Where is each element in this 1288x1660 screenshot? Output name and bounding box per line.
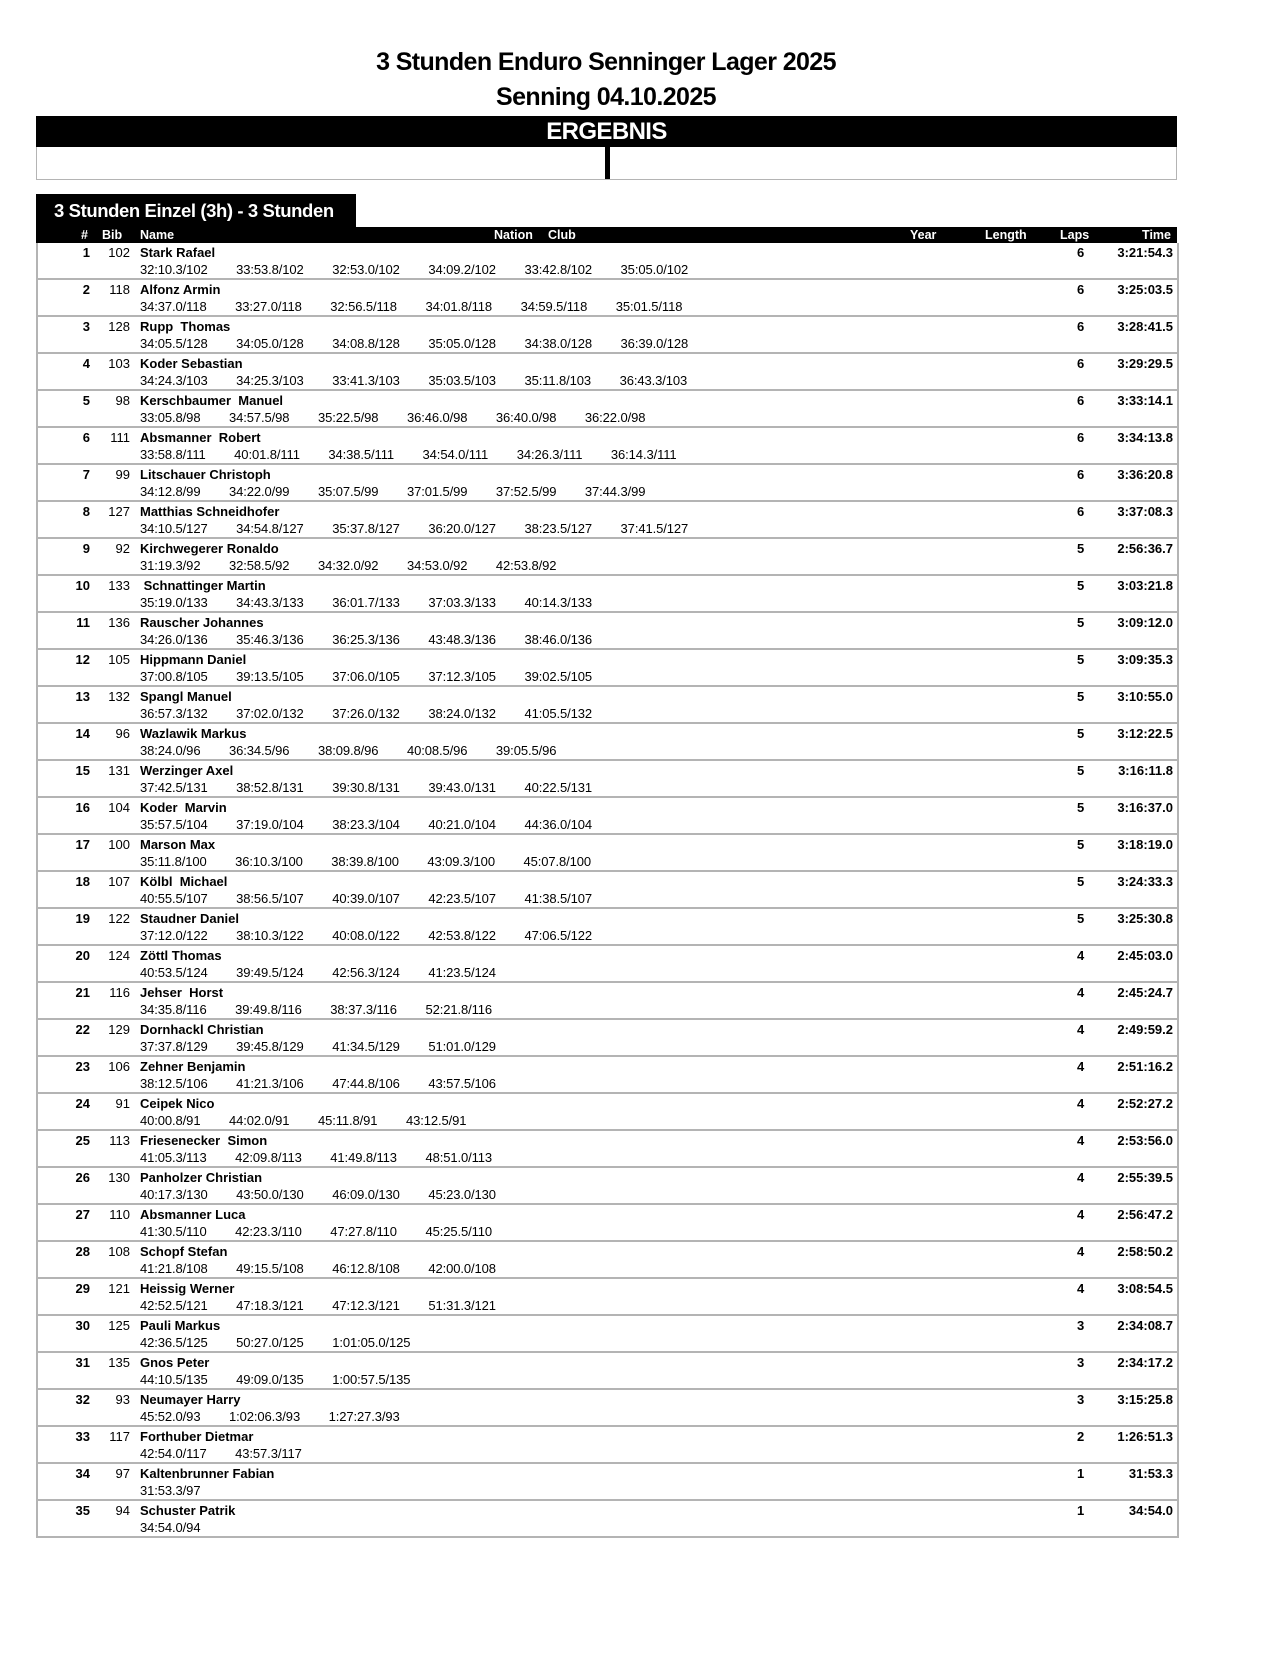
- result-banner: ERGEBNIS: [36, 116, 1177, 147]
- table-row: [38, 428, 1177, 465]
- time-cell: 3:28:41.5: [1117, 319, 1173, 334]
- time-cell: 3:25:30.8: [1117, 911, 1173, 926]
- time-cell: 2:53:56.0: [1117, 1133, 1173, 1148]
- laps-cell: 5: [1077, 615, 1085, 630]
- time-cell: 3:21:54.3: [1117, 245, 1173, 260]
- bib-cell: 117: [109, 1429, 130, 1444]
- lap-splits: 31:19.3/92 32:58.5/92 34:32.0/92 34:53.0/92 42:53.8/92: [140, 558, 557, 573]
- laps-cell: 1: [1077, 1503, 1085, 1518]
- time-cell: 3:36:20.8: [1117, 467, 1173, 482]
- rank-cell: 3: [82, 319, 90, 334]
- rank-cell: 30: [75, 1318, 90, 1333]
- rank-cell: 18: [75, 874, 90, 889]
- rank-cell: 2: [82, 282, 90, 297]
- rank-cell: 10: [75, 578, 90, 593]
- table-row: [38, 650, 1177, 687]
- time-cell: 3:03:21.8: [1117, 578, 1173, 593]
- bib-cell: 116: [109, 985, 130, 1000]
- bib-cell: 98: [115, 393, 130, 408]
- document-title: 3 Stunden Enduro Senninger Lager 2025: [376, 48, 836, 76]
- name-cell: Schuster Patrik: [140, 1503, 236, 1518]
- lap-splits: 34:26.0/136 35:46.3/136 36:25.3/136 43:48.3/136 38:46.0/136: [140, 632, 593, 647]
- laps-cell: 5: [1077, 763, 1085, 778]
- table-row: [38, 1020, 1177, 1057]
- lap-splits: 38:12.5/106 41:21.3/106 47:44.8/106 43:57.5/106: [140, 1076, 496, 1091]
- document-subtitle: Senning 04.10.2025: [496, 83, 716, 111]
- name-cell: Werzinger Axel: [140, 763, 234, 778]
- name-cell: Wazlawik Markus: [140, 726, 247, 741]
- lap-splits: 34:24.3/103 34:25.3/103 33:41.3/103 35:03.5/103 35:11.8/103 36:43.3/103: [140, 373, 688, 388]
- name-cell: Pauli Markus: [140, 1318, 221, 1333]
- name-cell: Neumayer Harry: [140, 1392, 241, 1407]
- lap-splits: 40:53.5/124 39:49.5/124 42:56.3/124 41:23.5/124: [140, 965, 496, 980]
- name-cell: Heissig Werner: [140, 1281, 235, 1296]
- bib-cell: 136: [108, 615, 130, 630]
- table-row: [38, 1279, 1177, 1316]
- name-cell: Dornhackl Christian: [140, 1022, 264, 1037]
- name-cell: Spangl Manuel: [140, 689, 232, 704]
- table-row: [38, 1168, 1177, 1205]
- name-cell: Kölbl Michael: [140, 874, 228, 889]
- table-row: [38, 1464, 1177, 1501]
- lap-splits: 40:00.8/91 44:02.0/91 45:11.8/91 43:12.5/91: [140, 1113, 467, 1128]
- info-divider: [605, 147, 610, 179]
- bib-cell: 133: [108, 578, 130, 593]
- table-row: [38, 391, 1177, 428]
- name-cell: Schnattinger Martin: [140, 578, 266, 593]
- bib-cell: 97: [115, 1466, 130, 1481]
- time-cell: 2:56:36.7: [1117, 541, 1173, 556]
- table-row: [38, 761, 1177, 798]
- header-name: Name: [140, 228, 175, 242]
- laps-cell: 6: [1077, 245, 1085, 260]
- rank-cell: 25: [75, 1133, 90, 1148]
- lap-splits: 34:54.0/94: [140, 1520, 201, 1535]
- rank-cell: 23: [75, 1059, 90, 1074]
- bib-cell: 100: [108, 837, 130, 852]
- lap-splits: 40:17.3/130 43:50.0/130 46:09.0/130 45:23.0/130: [140, 1187, 496, 1202]
- lap-splits: 42:54.0/117 43:57.3/117: [140, 1446, 302, 1461]
- name-cell: Matthias Schneidhofer: [140, 504, 280, 519]
- time-cell: 3:16:11.8: [1118, 763, 1173, 778]
- table-row: [38, 317, 1177, 354]
- name-cell: Hippmann Daniel: [140, 652, 247, 667]
- rank-cell: 26: [75, 1170, 90, 1185]
- name-cell: Absmanner Luca: [140, 1207, 246, 1222]
- name-cell: Kaltenbrunner Fabian: [140, 1466, 275, 1481]
- name-cell: Rauscher Johannes: [140, 615, 264, 630]
- laps-cell: 6: [1077, 319, 1085, 334]
- lap-splits: 33:58.8/111 40:01.8/111 34:38.5/111 34:54.0/111 34:26.3/111 36:14.3/111: [140, 447, 677, 462]
- table-row: [38, 1242, 1177, 1279]
- time-cell: 1:26:51.3: [1117, 1429, 1173, 1444]
- name-cell: Ceipek Nico: [140, 1096, 215, 1111]
- name-cell: Kerschbaumer Manuel: [140, 393, 284, 408]
- laps-cell: 3: [1077, 1355, 1085, 1370]
- laps-cell: 1: [1077, 1466, 1085, 1481]
- lap-splits: 32:10.3/102 33:53.8/102 32:53.0/102 34:09.2/102 33:42.8/102 35:05.0/102: [140, 262, 689, 277]
- bib-cell: 127: [108, 504, 130, 519]
- rank-cell: 14: [75, 726, 90, 741]
- table-row: [38, 1131, 1177, 1168]
- lap-splits: 34:05.5/128 34:05.0/128 34:08.8/128 35:05.0/128 34:38.0/128 36:39.0/128: [140, 336, 689, 351]
- name-cell: Jehser Horst: [140, 985, 224, 1000]
- time-cell: 3:29:29.5: [1117, 356, 1173, 371]
- lap-splits: 35:57.5/104 37:19.0/104 38:23.3/104 40:21.0/104 44:36.0/104: [140, 817, 593, 832]
- bib-cell: 122: [108, 911, 130, 926]
- lap-splits: 37:42.5/131 38:52.8/131 39:30.8/131 39:43.0/131 40:22.5/131: [140, 780, 593, 795]
- time-cell: 2:34:17.2: [1117, 1355, 1173, 1370]
- laps-cell: 6: [1077, 467, 1085, 482]
- bib-cell: 99: [115, 467, 130, 482]
- time-cell: 2:56:47.2: [1117, 1207, 1173, 1222]
- time-cell: 2:34:08.7: [1117, 1318, 1173, 1333]
- lap-splits: 35:11.8/100 36:10.3/100 38:39.8/100 43:09.3/100 45:07.8/100: [140, 854, 592, 869]
- bib-cell: 94: [115, 1503, 130, 1518]
- rank-cell: 31: [75, 1355, 90, 1370]
- time-cell: 3:25:03.5: [1117, 282, 1173, 297]
- laps-cell: 5: [1077, 726, 1085, 741]
- table-row: [38, 1390, 1177, 1427]
- time-cell: 2:52:27.2: [1117, 1096, 1173, 1111]
- table-row: [38, 354, 1177, 391]
- laps-cell: 4: [1077, 1170, 1085, 1185]
- rank-cell: 9: [82, 541, 90, 556]
- laps-cell: 5: [1077, 652, 1085, 667]
- bib-cell: 91: [115, 1096, 130, 1111]
- lap-splits: 34:37.0/118 33:27.0/118 32:56.5/118 34:01.8/118 34:59.5/118 35:01.5/118: [140, 299, 683, 314]
- laps-cell: 4: [1077, 1022, 1085, 1037]
- header-year: Year: [910, 228, 937, 242]
- name-cell: Koder Sebastian: [140, 356, 243, 371]
- bib-cell: 110: [109, 1207, 130, 1222]
- table-row: [38, 1316, 1177, 1353]
- bib-cell: 102: [108, 245, 130, 260]
- bib-cell: 103: [108, 356, 130, 371]
- rank-cell: 33: [75, 1429, 90, 1444]
- lap-splits: 34:10.5/127 34:54.8/127 35:37.8/127 36:20.0/127 38:23.5/127 37:41.5/127: [140, 521, 689, 536]
- rank-cell: 15: [75, 763, 90, 778]
- results-table-body: [36, 243, 1179, 1538]
- time-cell: 3:16:37.0: [1117, 800, 1173, 815]
- table-row: [38, 1353, 1177, 1390]
- lap-splits: 40:55.5/107 38:56.5/107 40:39.0/107 42:23.5/107 41:38.5/107: [140, 891, 593, 906]
- table-row: [38, 576, 1177, 613]
- bib-cell: 129: [108, 1022, 130, 1037]
- bib-cell: 130: [108, 1170, 130, 1185]
- table-row: [38, 687, 1177, 724]
- laps-cell: 5: [1077, 541, 1085, 556]
- name-cell: Kirchwegerer Ronaldo: [140, 541, 279, 556]
- lap-splits: 42:52.5/121 47:18.3/121 47:12.3/121 51:31.3/121: [140, 1298, 496, 1313]
- laps-cell: 5: [1077, 874, 1085, 889]
- bib-cell: 131: [108, 763, 130, 778]
- rank-cell: 8: [82, 504, 90, 519]
- time-cell: 3:09:35.3: [1117, 652, 1173, 667]
- rank-cell: 27: [75, 1207, 90, 1222]
- rank-cell: 21: [75, 985, 90, 1000]
- rank-cell: 11: [76, 615, 90, 630]
- table-row: [38, 724, 1177, 761]
- laps-cell: 4: [1077, 1059, 1085, 1074]
- header-nation: Nation: [494, 228, 533, 242]
- rank-cell: 32: [75, 1392, 90, 1407]
- time-cell: 2:58:50.2: [1117, 1244, 1173, 1259]
- rank-cell: 7: [82, 467, 90, 482]
- laps-cell: 4: [1077, 985, 1085, 1000]
- name-cell: Absmanner Robert: [140, 430, 261, 445]
- bib-cell: 121: [108, 1281, 130, 1296]
- table-row: [38, 539, 1177, 576]
- lap-splits: 41:21.8/108 49:15.5/108 46:12.8/108 42:00.0/108: [140, 1261, 496, 1276]
- time-cell: 2:45:03.0: [1117, 948, 1173, 963]
- bib-cell: 132: [108, 689, 130, 704]
- header-club: Club: [548, 228, 576, 242]
- name-cell: Friesenecker Simon: [140, 1133, 268, 1148]
- name-cell: Alfonz Armin: [140, 282, 221, 297]
- laps-cell: 5: [1077, 578, 1085, 593]
- time-cell: 2:45:24.7: [1117, 985, 1173, 1000]
- rank-cell: 4: [82, 356, 90, 371]
- table-row: [38, 613, 1177, 650]
- rank-cell: 22: [75, 1022, 90, 1037]
- bib-cell: 93: [115, 1392, 130, 1407]
- laps-cell: 5: [1077, 911, 1085, 926]
- name-cell: Koder Marvin: [140, 800, 227, 815]
- header-bib: Bib: [102, 228, 123, 242]
- bib-cell: 118: [109, 282, 130, 297]
- lap-splits: 35:19.0/133 34:43.3/133 36:01.7/133 37:03.3/133 40:14.3/133: [140, 595, 593, 610]
- header-rank: #: [81, 228, 88, 242]
- bib-cell: 124: [108, 948, 130, 963]
- laps-cell: 6: [1077, 282, 1085, 297]
- bib-cell: 111: [110, 430, 130, 445]
- time-cell: 3:08:54.5: [1117, 1281, 1173, 1296]
- laps-cell: 6: [1077, 504, 1085, 519]
- rank-cell: 5: [82, 393, 90, 408]
- table-row: [38, 243, 1177, 280]
- bib-cell: 107: [108, 874, 130, 889]
- lap-splits: 42:36.5/125 50:27.0/125 1:01:05.0/125: [140, 1335, 411, 1350]
- table-row: [38, 502, 1177, 539]
- rank-cell: 6: [82, 430, 90, 445]
- name-cell: Panholzer Christian: [140, 1170, 263, 1185]
- laps-cell: 4: [1077, 1244, 1085, 1259]
- table-row: [38, 1501, 1177, 1538]
- lap-splits: 33:05.8/98 34:57.5/98 35:22.5/98 36:46.0/98 36:40.0/98 36:22.0/98: [140, 410, 646, 425]
- lap-splits: 36:57.3/132 37:02.0/132 37:26.0/132 38:24.0/132 41:05.5/132: [140, 706, 593, 721]
- table-row: [38, 465, 1177, 502]
- bib-cell: 108: [108, 1244, 130, 1259]
- time-cell: 2:55:39.5: [1117, 1170, 1173, 1185]
- rank-cell: 12: [75, 652, 90, 667]
- lap-splits: 41:05.3/113 42:09.8/113 41:49.8/113 48:51.0/113: [140, 1150, 493, 1165]
- time-cell: 3:33:14.1: [1117, 393, 1173, 408]
- rank-cell: 35: [75, 1503, 90, 1518]
- time-cell: 2:49:59.2: [1117, 1022, 1173, 1037]
- laps-cell: 6: [1077, 356, 1085, 371]
- laps-cell: 4: [1077, 1207, 1085, 1222]
- lap-splits: 37:12.0/122 38:10.3/122 40:08.0/122 42:53.8/122 47:06.5/122: [140, 928, 593, 943]
- lap-splits: 41:30.5/110 42:23.3/110 47:27.8/110 45:25.5/110: [140, 1224, 493, 1239]
- rank-cell: 1: [82, 245, 90, 260]
- laps-cell: 4: [1077, 948, 1085, 963]
- rank-cell: 28: [75, 1244, 90, 1259]
- name-cell: Stark Rafael: [140, 245, 216, 260]
- name-cell: Rupp Thomas: [140, 319, 231, 334]
- name-cell: Marson Max: [140, 837, 216, 852]
- rank-cell: 20: [75, 948, 90, 963]
- time-cell: 3:37:08.3: [1117, 504, 1173, 519]
- table-row: [38, 1057, 1177, 1094]
- bib-cell: 128: [108, 319, 130, 334]
- laps-cell: 5: [1077, 800, 1085, 815]
- table-row: [38, 909, 1177, 946]
- lap-splits: 38:24.0/96 36:34.5/96 38:09.8/96 40:08.5/96 39:05.5/96: [140, 743, 557, 758]
- table-row: [38, 1427, 1177, 1464]
- name-cell: Schopf Stefan: [140, 1244, 228, 1259]
- lap-splits: 31:53.3/97: [140, 1483, 201, 1498]
- table-row: [38, 1205, 1177, 1242]
- time-cell: 3:24:33.3: [1117, 874, 1173, 889]
- table-header: [36, 227, 1177, 243]
- lap-splits: 34:35.8/116 39:49.8/116 38:37.3/116 52:21.8/116: [140, 1002, 493, 1017]
- lap-splits: 37:37.8/129 39:45.8/129 41:34.5/129 51:01.0/129: [140, 1039, 496, 1054]
- header-length: Length: [985, 228, 1027, 242]
- rank-cell: 34: [75, 1466, 90, 1481]
- laps-cell: 3: [1077, 1318, 1085, 1333]
- name-cell: Staudner Daniel: [140, 911, 239, 926]
- name-cell: Zehner Benjamin: [140, 1059, 246, 1074]
- time-cell: 3:10:55.0: [1117, 689, 1173, 704]
- table-row: [38, 983, 1177, 1020]
- category-tab: 3 Stunden Einzel (3h) - 3 Stunden: [36, 194, 356, 227]
- rank-cell: 24: [75, 1096, 90, 1111]
- lap-splits: 45:52.0/93 1:02:06.3/93 1:27:27.3/93: [140, 1409, 400, 1424]
- laps-cell: 3: [1077, 1392, 1085, 1407]
- name-cell: Litschauer Christoph: [140, 467, 271, 482]
- bib-cell: 96: [115, 726, 130, 741]
- bib-cell: 135: [108, 1355, 130, 1370]
- laps-cell: 5: [1077, 689, 1085, 704]
- table-row: [38, 835, 1177, 872]
- time-cell: 3:09:12.0: [1117, 615, 1173, 630]
- name-cell: Zöttl Thomas: [140, 948, 222, 963]
- lap-splits: 34:12.8/99 34:22.0/99 35:07.5/99 37:01.5/99 37:52.5/99 37:44.3/99: [140, 484, 646, 499]
- table-row: [38, 798, 1177, 835]
- table-row: [38, 872, 1177, 909]
- header-time: Time: [1142, 228, 1171, 242]
- laps-cell: 6: [1077, 430, 1085, 445]
- laps-cell: 4: [1077, 1133, 1085, 1148]
- rank-cell: 19: [75, 911, 90, 926]
- rank-cell: 17: [75, 837, 90, 852]
- rank-cell: 16: [75, 800, 90, 815]
- bib-cell: 125: [108, 1318, 130, 1333]
- bib-cell: 105: [108, 652, 130, 667]
- table-row: [38, 1094, 1177, 1131]
- laps-cell: 6: [1077, 393, 1085, 408]
- table-row: [38, 280, 1177, 317]
- time-cell: 3:15:25.8: [1117, 1392, 1173, 1407]
- bib-cell: 106: [108, 1059, 130, 1074]
- time-cell: 3:34:13.8: [1117, 430, 1173, 445]
- name-cell: Gnos Peter: [140, 1355, 210, 1370]
- lap-splits: 44:10.5/135 49:09.0/135 1:00:57.5/135: [140, 1372, 411, 1387]
- time-cell: 34:54.0: [1128, 1503, 1173, 1518]
- rank-cell: 29: [75, 1281, 90, 1296]
- time-cell: 31:53.3: [1128, 1466, 1173, 1481]
- time-cell: 2:51:16.2: [1117, 1059, 1173, 1074]
- laps-cell: 4: [1077, 1281, 1085, 1296]
- bib-cell: 92: [115, 541, 130, 556]
- laps-cell: 2: [1077, 1429, 1085, 1444]
- rank-cell: 13: [75, 689, 90, 704]
- bib-cell: 113: [109, 1133, 130, 1148]
- time-cell: 3:12:22.5: [1117, 726, 1173, 741]
- lap-splits: 37:00.8/105 39:13.5/105 37:06.0/105 37:12.3/105 39:02.5/105: [140, 669, 593, 684]
- laps-cell: 4: [1077, 1096, 1085, 1111]
- table-row: [38, 946, 1177, 983]
- info-box: [36, 147, 1177, 180]
- bib-cell: 104: [108, 800, 130, 815]
- name-cell: Forthuber Dietmar: [140, 1429, 254, 1444]
- header-laps: Laps: [1060, 228, 1090, 242]
- time-cell: 3:18:19.0: [1117, 837, 1173, 852]
- laps-cell: 5: [1077, 837, 1085, 852]
